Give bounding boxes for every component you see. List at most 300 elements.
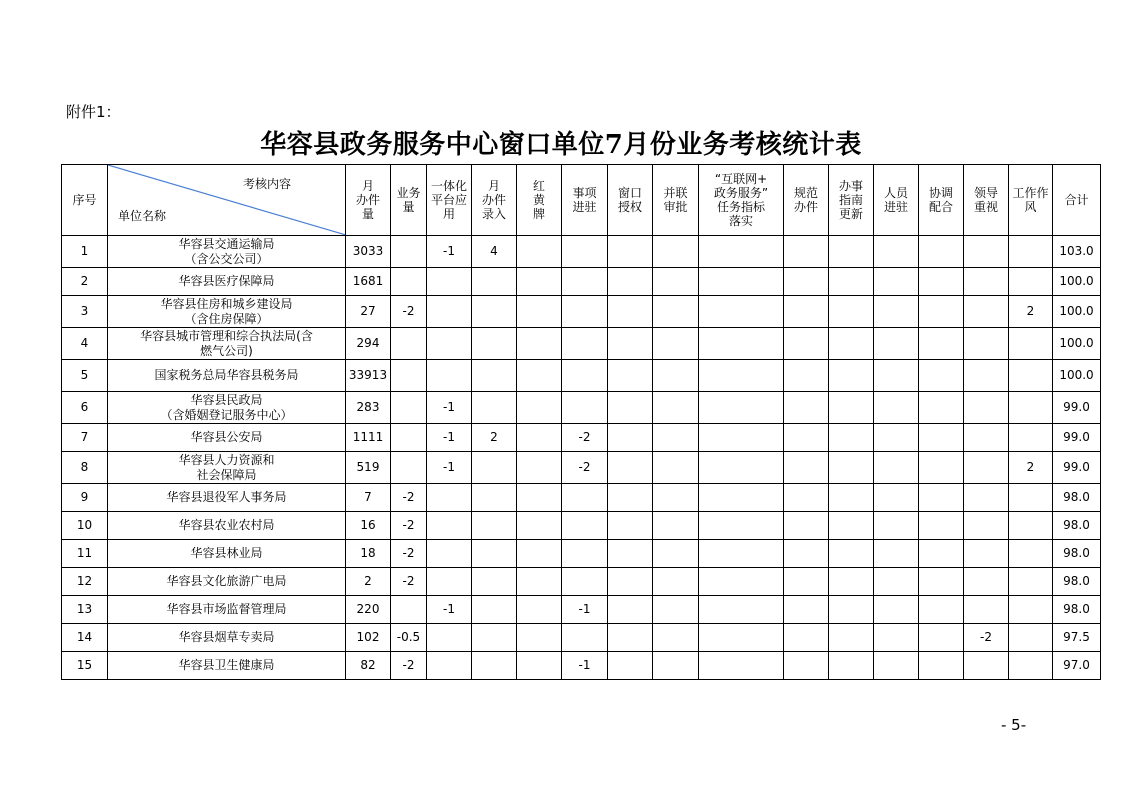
red-yellow-card-cell: [517, 568, 562, 596]
header-staff-entry: 人员 进驻: [874, 165, 919, 236]
work-style-cell: [1009, 568, 1053, 596]
coordination-cell: [919, 484, 964, 512]
window-authorization-cell: [608, 392, 653, 424]
red-yellow-card-cell: [517, 540, 562, 568]
standard-handling-cell: [784, 296, 829, 328]
internet-plus-cell: [699, 512, 784, 540]
item-entry-cell: [562, 512, 608, 540]
integrated-platform-cell: [427, 268, 472, 296]
monthly-volume-cell: 519: [346, 452, 391, 484]
total-cell: 100.0: [1053, 360, 1101, 392]
red-yellow-card-cell: [517, 360, 562, 392]
integrated-platform-cell: [427, 360, 472, 392]
header-monthly-volume: 月 办件 量: [346, 165, 391, 236]
serial-cell: 1: [62, 236, 108, 268]
page-number: - 5-: [1001, 716, 1027, 734]
leadership-cell: [964, 296, 1009, 328]
window-authorization-cell: [608, 652, 653, 680]
header-red-yellow-card: 红 黄 牌: [517, 165, 562, 236]
monthly-volume-cell: 283: [346, 392, 391, 424]
integrated-platform-cell: [427, 296, 472, 328]
item-entry-cell: -1: [562, 596, 608, 624]
integrated-platform-cell: -1: [427, 452, 472, 484]
coordination-cell: [919, 540, 964, 568]
table-row: [62, 236, 1101, 268]
joint-approval-cell: [653, 268, 699, 296]
internet-plus-cell: [699, 568, 784, 596]
coordination-cell: [919, 360, 964, 392]
unit-name-cell: 华容县市场监督管理局: [108, 596, 346, 624]
joint-approval-cell: [653, 512, 699, 540]
serial-cell: 8: [62, 452, 108, 484]
integrated-platform-cell: -1: [427, 424, 472, 452]
staff-entry-cell: [874, 328, 919, 360]
total-cell: 100.0: [1053, 268, 1101, 296]
integrated-platform-cell: -1: [427, 236, 472, 268]
joint-approval-cell: [653, 596, 699, 624]
internet-plus-cell: [699, 540, 784, 568]
unit-name-cell: 华容县交通运输局 （含公交公司）: [108, 236, 346, 268]
header-row: [62, 165, 1101, 236]
serial-cell: 10: [62, 512, 108, 540]
table-row: [62, 452, 1101, 484]
business-volume-cell: -2: [391, 512, 427, 540]
work-style-cell: [1009, 328, 1053, 360]
standard-handling-cell: [784, 484, 829, 512]
monthly-entry-cell: [472, 484, 517, 512]
unit-name-cell: 华容县住房和城乡建设局 （含住房保障）: [108, 296, 346, 328]
header-monthly-entry: 月 办件 录入: [472, 165, 517, 236]
internet-plus-cell: [699, 328, 784, 360]
integrated-platform-cell: [427, 568, 472, 596]
integrated-platform-cell: [427, 652, 472, 680]
monthly-entry-cell: [472, 268, 517, 296]
red-yellow-card-cell: [517, 296, 562, 328]
integrated-platform-cell: [427, 512, 472, 540]
integrated-platform-cell: -1: [427, 392, 472, 424]
red-yellow-card-cell: [517, 424, 562, 452]
header-internet-plus: “互联网+ 政务服务” 任务指标 落实: [699, 165, 784, 236]
serial-cell: 11: [62, 540, 108, 568]
item-entry-cell: [562, 540, 608, 568]
coordination-cell: [919, 568, 964, 596]
business-volume-cell: [391, 268, 427, 296]
work-style-cell: [1009, 540, 1053, 568]
table-row: [62, 652, 1101, 680]
item-entry-cell: [562, 268, 608, 296]
internet-plus-cell: [699, 392, 784, 424]
window-authorization-cell: [608, 624, 653, 652]
item-entry-cell: [562, 296, 608, 328]
coordination-cell: [919, 392, 964, 424]
monthly-entry-cell: [472, 512, 517, 540]
guide-update-cell: [829, 392, 874, 424]
window-authorization-cell: [608, 452, 653, 484]
item-entry-cell: -2: [562, 452, 608, 484]
internet-plus-cell: [699, 236, 784, 268]
integrated-platform-cell: [427, 540, 472, 568]
leadership-cell: [964, 360, 1009, 392]
unit-name-cell: 华容县医疗保障局: [108, 268, 346, 296]
monthly-volume-cell: 33913: [346, 360, 391, 392]
business-volume-cell: [391, 596, 427, 624]
monthly-volume-cell: 1681: [346, 268, 391, 296]
serial-cell: 14: [62, 624, 108, 652]
monthly-entry-cell: [472, 568, 517, 596]
serial-cell: 7: [62, 424, 108, 452]
item-entry-cell: -1: [562, 652, 608, 680]
joint-approval-cell: [653, 484, 699, 512]
coordination-cell: [919, 328, 964, 360]
total-cell: 98.0: [1053, 568, 1101, 596]
work-style-cell: [1009, 652, 1053, 680]
table-row: [62, 540, 1101, 568]
serial-cell: 2: [62, 268, 108, 296]
staff-entry-cell: [874, 512, 919, 540]
assessment-table: [61, 164, 1101, 680]
leadership-cell: [964, 512, 1009, 540]
integrated-platform-cell: -1: [427, 596, 472, 624]
monthly-volume-cell: 1111: [346, 424, 391, 452]
item-entry-cell: [562, 568, 608, 596]
total-cell: 97.5: [1053, 624, 1101, 652]
standard-handling-cell: [784, 424, 829, 452]
standard-handling-cell: [784, 568, 829, 596]
header-leadership: 领导 重视: [964, 165, 1009, 236]
business-volume-cell: [391, 452, 427, 484]
unit-name-cell: 华容县人力资源和 社会保障局: [108, 452, 346, 484]
red-yellow-card-cell: [517, 652, 562, 680]
window-authorization-cell: [608, 236, 653, 268]
joint-approval-cell: [653, 360, 699, 392]
staff-entry-cell: [874, 596, 919, 624]
unit-name-cell: 华容县城市管理和综合执法局(含 燃气公司): [108, 328, 346, 360]
work-style-cell: [1009, 268, 1053, 296]
red-yellow-card-cell: [517, 328, 562, 360]
monthly-entry-cell: [472, 652, 517, 680]
monthly-volume-cell: 220: [346, 596, 391, 624]
monthly-entry-cell: [472, 328, 517, 360]
header-guide-update: 办事 指南 更新: [829, 165, 874, 236]
window-authorization-cell: [608, 568, 653, 596]
leadership-cell: [964, 596, 1009, 624]
diagonal-line: [108, 165, 346, 235]
business-volume-cell: [391, 360, 427, 392]
monthly-volume-cell: 16: [346, 512, 391, 540]
business-volume-cell: -2: [391, 540, 427, 568]
work-style-cell: 2: [1009, 452, 1053, 484]
staff-entry-cell: [874, 392, 919, 424]
table-body: [62, 236, 1101, 680]
business-volume-cell: -2: [391, 568, 427, 596]
staff-entry-cell: [874, 424, 919, 452]
standard-handling-cell: [784, 540, 829, 568]
table-row: [62, 596, 1101, 624]
coordination-cell: [919, 652, 964, 680]
monthly-entry-cell: [472, 624, 517, 652]
window-authorization-cell: [608, 328, 653, 360]
integrated-platform-cell: [427, 624, 472, 652]
leadership-cell: [964, 328, 1009, 360]
standard-handling-cell: [784, 512, 829, 540]
internet-plus-cell: [699, 360, 784, 392]
window-authorization-cell: [608, 596, 653, 624]
monthly-entry-cell: [472, 452, 517, 484]
monthly-volume-cell: 82: [346, 652, 391, 680]
coordination-cell: [919, 624, 964, 652]
joint-approval-cell: [653, 452, 699, 484]
monthly-entry-cell: 4: [472, 236, 517, 268]
standard-handling-cell: [784, 328, 829, 360]
red-yellow-card-cell: [517, 596, 562, 624]
table-row: [62, 424, 1101, 452]
item-entry-cell: [562, 484, 608, 512]
monthly-volume-cell: 7: [346, 484, 391, 512]
staff-entry-cell: [874, 652, 919, 680]
coordination-cell: [919, 236, 964, 268]
monthly-entry-cell: [472, 392, 517, 424]
internet-plus-cell: [699, 424, 784, 452]
leadership-cell: [964, 540, 1009, 568]
red-yellow-card-cell: [517, 624, 562, 652]
joint-approval-cell: [653, 568, 699, 596]
business-volume-cell: [391, 424, 427, 452]
staff-entry-cell: [874, 236, 919, 268]
business-volume-cell: [391, 328, 427, 360]
business-volume-cell: -0.5: [391, 624, 427, 652]
guide-update-cell: [829, 596, 874, 624]
header-business-volume: 业务 量: [391, 165, 427, 236]
staff-entry-cell: [874, 268, 919, 296]
business-volume-cell: -2: [391, 484, 427, 512]
total-cell: 98.0: [1053, 596, 1101, 624]
total-cell: 98.0: [1053, 484, 1101, 512]
business-volume-cell: [391, 392, 427, 424]
integrated-platform-cell: [427, 328, 472, 360]
joint-approval-cell: [653, 424, 699, 452]
work-style-cell: [1009, 512, 1053, 540]
leadership-cell: [964, 424, 1009, 452]
total-cell: 97.0: [1053, 652, 1101, 680]
unit-name-cell: 华容县林业局: [108, 540, 346, 568]
coordination-cell: [919, 424, 964, 452]
red-yellow-card-cell: [517, 268, 562, 296]
guide-update-cell: [829, 424, 874, 452]
serial-cell: 5: [62, 360, 108, 392]
guide-update-cell: [829, 624, 874, 652]
work-style-cell: [1009, 392, 1053, 424]
table-row: [62, 512, 1101, 540]
header-joint-approval: 并联 审批: [653, 165, 699, 236]
guide-update-cell: [829, 452, 874, 484]
joint-approval-cell: [653, 392, 699, 424]
window-authorization-cell: [608, 540, 653, 568]
standard-handling-cell: [784, 624, 829, 652]
unit-name-cell: 华容县卫生健康局: [108, 652, 346, 680]
unit-name-cell: 华容县民政局 （含婚姻登记服务中心）: [108, 392, 346, 424]
internet-plus-cell: [699, 452, 784, 484]
unit-name-cell: 华容县文化旅游广电局: [108, 568, 346, 596]
table-row: [62, 360, 1101, 392]
item-entry-cell: [562, 624, 608, 652]
standard-handling-cell: [784, 392, 829, 424]
header-standard-handling: 规范 办件: [784, 165, 829, 236]
header-work-style: 工作作 风: [1009, 165, 1053, 236]
total-cell: 99.0: [1053, 452, 1101, 484]
guide-update-cell: [829, 652, 874, 680]
serial-cell: 3: [62, 296, 108, 328]
joint-approval-cell: [653, 652, 699, 680]
staff-entry-cell: [874, 568, 919, 596]
business-volume-cell: -2: [391, 296, 427, 328]
joint-approval-cell: [653, 624, 699, 652]
red-yellow-card-cell: [517, 392, 562, 424]
item-entry-cell: [562, 360, 608, 392]
monthly-entry-cell: [472, 360, 517, 392]
internet-plus-cell: [699, 484, 784, 512]
monthly-entry-cell: [472, 540, 517, 568]
header-diagonal-cell: [108, 165, 346, 236]
header-coordination: 协调 配合: [919, 165, 964, 236]
table-row: [62, 296, 1101, 328]
internet-plus-cell: [699, 652, 784, 680]
window-authorization-cell: [608, 360, 653, 392]
header-unit-name: 单位名称: [118, 209, 167, 223]
staff-entry-cell: [874, 452, 919, 484]
business-volume-cell: -2: [391, 652, 427, 680]
serial-cell: 9: [62, 484, 108, 512]
item-entry-cell: [562, 236, 608, 268]
guide-update-cell: [829, 360, 874, 392]
joint-approval-cell: [653, 540, 699, 568]
serial-cell: 4: [62, 328, 108, 360]
serial-cell: 13: [62, 596, 108, 624]
header-item-entry: 事项 进驻: [562, 165, 608, 236]
staff-entry-cell: [874, 296, 919, 328]
business-volume-cell: [391, 236, 427, 268]
total-cell: 100.0: [1053, 296, 1101, 328]
header-assessment-content: 考核内容: [242, 177, 291, 191]
coordination-cell: [919, 512, 964, 540]
guide-update-cell: [829, 268, 874, 296]
unit-name-cell: 华容县公安局: [108, 424, 346, 452]
guide-update-cell: [829, 296, 874, 328]
total-cell: 99.0: [1053, 392, 1101, 424]
work-style-cell: [1009, 484, 1053, 512]
leadership-cell: [964, 484, 1009, 512]
staff-entry-cell: [874, 624, 919, 652]
item-entry-cell: -2: [562, 424, 608, 452]
leadership-cell: [964, 452, 1009, 484]
staff-entry-cell: [874, 540, 919, 568]
red-yellow-card-cell: [517, 512, 562, 540]
monthly-volume-cell: 27: [346, 296, 391, 328]
leadership-cell: -2: [964, 624, 1009, 652]
leadership-cell: [964, 392, 1009, 424]
staff-entry-cell: [874, 360, 919, 392]
leadership-cell: [964, 268, 1009, 296]
work-style-cell: [1009, 360, 1053, 392]
work-style-cell: [1009, 624, 1053, 652]
serial-cell: 6: [62, 392, 108, 424]
unit-name-cell: 国家税务总局华容县税务局: [108, 360, 346, 392]
table-row: [62, 568, 1101, 596]
work-style-cell: 2: [1009, 296, 1053, 328]
leadership-cell: [964, 568, 1009, 596]
header-total: 合计: [1053, 165, 1101, 236]
work-style-cell: [1009, 236, 1053, 268]
total-cell: 99.0: [1053, 424, 1101, 452]
monthly-entry-cell: 2: [472, 424, 517, 452]
attachment-label: 附件1：: [66, 103, 121, 121]
table-row: [62, 392, 1101, 424]
table-row: [62, 328, 1101, 360]
monthly-volume-cell: 102: [346, 624, 391, 652]
unit-name-cell: 华容县烟草专卖局: [108, 624, 346, 652]
document-title: 华容县政务服务中心窗口单位7月份业务考核统计表: [260, 130, 862, 160]
window-authorization-cell: [608, 296, 653, 328]
work-style-cell: [1009, 424, 1053, 452]
standard-handling-cell: [784, 452, 829, 484]
red-yellow-card-cell: [517, 484, 562, 512]
guide-update-cell: [829, 484, 874, 512]
serial-cell: 12: [62, 568, 108, 596]
guide-update-cell: [829, 328, 874, 360]
window-authorization-cell: [608, 512, 653, 540]
work-style-cell: [1009, 596, 1053, 624]
monthly-volume-cell: 294: [346, 328, 391, 360]
total-cell: 98.0: [1053, 540, 1101, 568]
total-cell: 98.0: [1053, 512, 1101, 540]
joint-approval-cell: [653, 328, 699, 360]
item-entry-cell: [562, 392, 608, 424]
guide-update-cell: [829, 540, 874, 568]
table-row: [62, 484, 1101, 512]
red-yellow-card-cell: [517, 452, 562, 484]
window-authorization-cell: [608, 268, 653, 296]
table-row: [62, 268, 1101, 296]
guide-update-cell: [829, 568, 874, 596]
joint-approval-cell: [653, 296, 699, 328]
internet-plus-cell: [699, 624, 784, 652]
header-serial: 序号: [62, 165, 108, 236]
monthly-volume-cell: 2: [346, 568, 391, 596]
item-entry-cell: [562, 328, 608, 360]
standard-handling-cell: [784, 652, 829, 680]
internet-plus-cell: [699, 596, 784, 624]
leadership-cell: [964, 236, 1009, 268]
staff-entry-cell: [874, 484, 919, 512]
table-row: [62, 624, 1101, 652]
header-window-authorization: 窗口 授权: [608, 165, 653, 236]
standard-handling-cell: [784, 596, 829, 624]
monthly-entry-cell: [472, 296, 517, 328]
standard-handling-cell: [784, 360, 829, 392]
coordination-cell: [919, 596, 964, 624]
total-cell: 100.0: [1053, 328, 1101, 360]
guide-update-cell: [829, 236, 874, 268]
header-integrated-platform: 一体化 平台应 用: [427, 165, 472, 236]
internet-plus-cell: [699, 296, 784, 328]
unit-name-cell: 华容县退役军人事务局: [108, 484, 346, 512]
total-cell: 103.0: [1053, 236, 1101, 268]
window-authorization-cell: [608, 424, 653, 452]
internet-plus-cell: [699, 268, 784, 296]
leadership-cell: [964, 652, 1009, 680]
standard-handling-cell: [784, 236, 829, 268]
joint-approval-cell: [653, 236, 699, 268]
monthly-volume-cell: 3033: [346, 236, 391, 268]
